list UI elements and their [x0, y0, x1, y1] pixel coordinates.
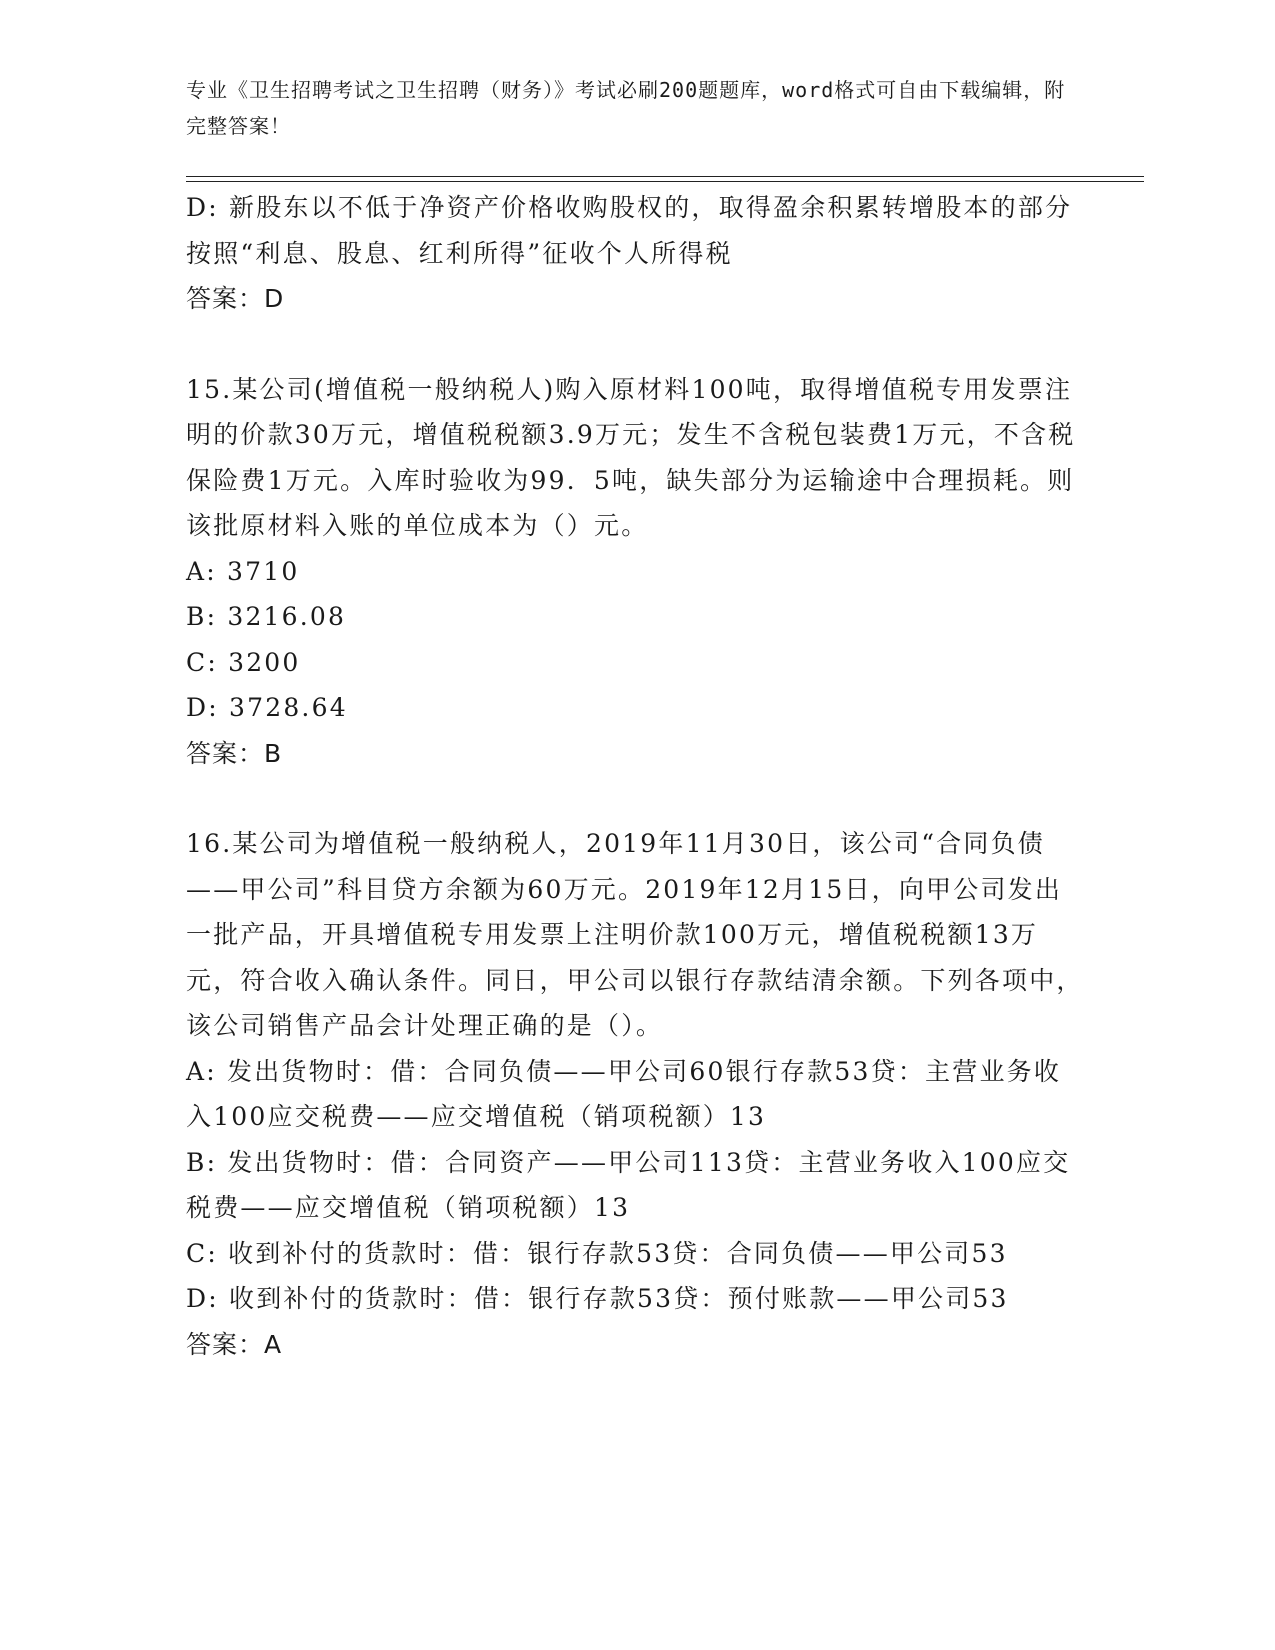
document-header: 专业《卫生招聘考试之卫生招聘（财务）》考试必刷200题题库，word格式可自由下载编辑，附完整答案！: [186, 78, 1066, 138]
prev-question-option-d: D: 新股东以不低于净资产价格收购股权的，取得盈余积累转增股本的部分按照“利息、股息、红利所得”征收个人所得税: [186, 193, 1073, 268]
header-rule-top: [186, 176, 1144, 177]
question-16-option-c: C: 收到补付的货款时：借：银行存款53贷：合同负债——甲公司53: [186, 1238, 1008, 1268]
prev-question-answer: 答案：D: [186, 284, 285, 313]
header-rule-bottom: [186, 181, 1144, 182]
document-body: [186, 185, 1086, 1367]
question-16-answer: 答案：A: [186, 1329, 283, 1359]
question-16-option-a: A: 发出货物时：借：合同负债——甲公司60银行存款53贷：主营业务收入100应交税费——应交增值税（销项税额）13: [186, 1056, 1062, 1131]
spacer: [186, 322, 1086, 367]
question-16-stem: 16.某公司为增值税一般纳税人，2019年11月30日，该公司“合同负债——甲公司”科目贷方余额为60万元。2019年12月15日，向甲公司发出一批产品，开具增值税专用发票上注明价款100万元，增值税税额13万元，符合收入确认条件。同日，甲公司以银行存款结清余额。下列各项中，该公司销售产品会计处理正确的是（）。: [186, 829, 1084, 1040]
question-16-option-b: B: 发出货物时：借：合同资产——甲公司113贷：主营业务收入100应交税费——应交增值税（销项税额）13: [186, 1147, 1071, 1222]
spacer: [186, 776, 1086, 821]
question-15-stem: 15.某公司(增值税一般纳税人)购入原材料100吨，取得增值税专用发票注明的价款30万元，增值税税额3.9万元；发生不含税包装费1万元，不含税保险费1万元。入库时验收为99．5吨，缺失部分为运输途中合理损耗。则该批原材料入账的单位成本为（）元。: [186, 374, 1076, 540]
question-15-option-c: C: 3200: [186, 647, 301, 677]
question-16-option-d: D: 收到补付的货款时：借：银行存款53贷：预付账款——甲公司53: [186, 1284, 1009, 1313]
question-15-answer: 答案：B: [186, 738, 283, 768]
question-15-option-b: B: 3216.08: [186, 602, 347, 631]
question-15-option-a: A: 3710: [186, 556, 300, 586]
question-15-option-d: D: 3728.64: [186, 693, 348, 722]
